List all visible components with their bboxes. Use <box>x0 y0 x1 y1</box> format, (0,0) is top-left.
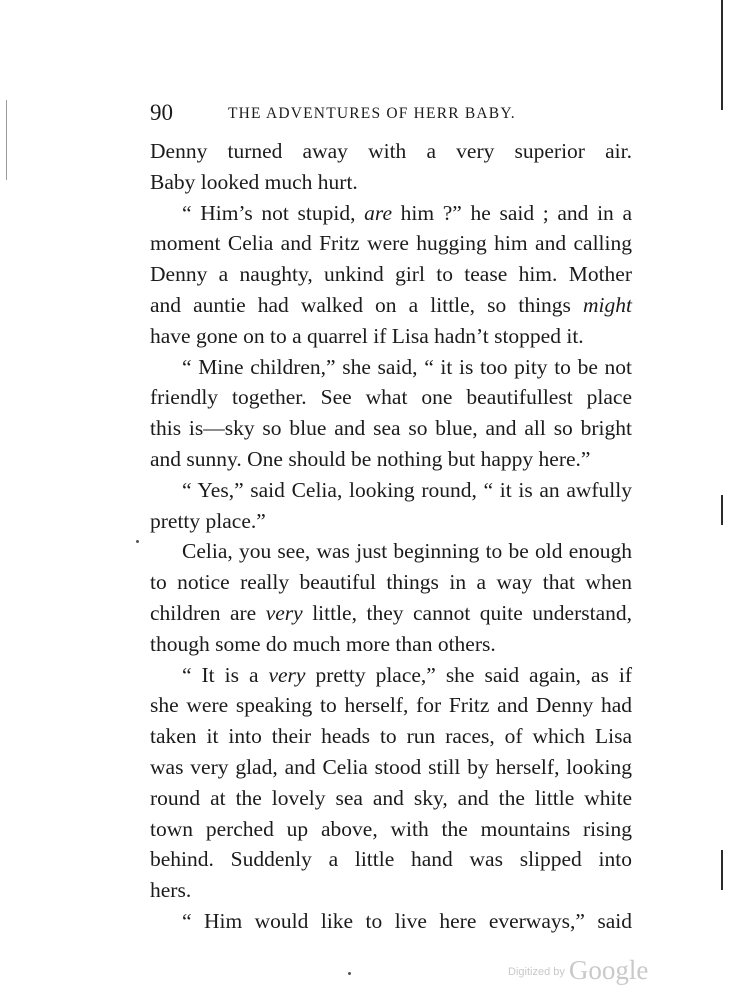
scan-speck-mid <box>136 540 139 543</box>
running-head: THE ADVENTURES OF HERR BABY. <box>228 105 516 122</box>
text-line-19: she were speaking to herself, for Fritz and Denny had <box>150 693 632 718</box>
text-line-23: town perched up above, with the mountains rising <box>150 816 632 841</box>
text-line-20: taken it into their heads to run races, of which Lisa <box>150 724 632 749</box>
text-line-18: “ It is a very pretty place,” she said again, as if <box>182 662 632 687</box>
digitized-by-google-watermark <box>508 955 658 985</box>
text-line-7: have gone on to a quarrel if Lisa hadn’t stopped it. <box>150 323 584 348</box>
text-line-21: was very glad, and Celia stood still by herself, looking <box>150 754 632 779</box>
emphasis-very-2: very <box>268 662 306 687</box>
text-line-3: “ Him’s not stupid, are him ?” he said ; and in a <box>182 200 632 225</box>
text-line-1: Denny turned away with a very superior air. <box>150 139 632 163</box>
text-line-22: round at the lovely sea and sky, and the little white <box>150 785 632 810</box>
text-line-13: pretty place.” <box>150 508 266 533</box>
text-line-16: children are very little, they cannot quite understand, <box>150 600 632 625</box>
text-line-2: Baby looked much hurt. <box>150 169 358 194</box>
text-line-5: Denny a naughty, unkind girl to tease him. Mother <box>150 262 632 287</box>
emphasis-very-1: very <box>265 600 303 625</box>
page-number: 90 <box>150 100 173 125</box>
google-logo-text: Google <box>568 955 649 985</box>
right-edge-mark-low <box>721 850 723 890</box>
text-line-9: friendly together. See what one beautifullest place <box>150 385 632 410</box>
right-edge-mark-mid <box>721 495 723 525</box>
text-line-11: and sunny. One should be nothing but happy here.” <box>150 446 591 471</box>
left-edge-mark <box>6 100 7 180</box>
watermark-prefix: Digitized by <box>508 966 565 978</box>
emphasis-might: might <box>583 292 632 317</box>
emphasis-are: are <box>364 200 393 225</box>
text-line-26: “ Him would like to live here everways,” said <box>182 908 632 933</box>
text-line-10: this is—sky so blue and sea so blue, and all so bright <box>150 416 632 441</box>
text-line-8: “ Mine children,” she said, “ it is too pity to be not <box>182 354 632 379</box>
page-header <box>150 98 632 128</box>
right-edge-mark-top <box>721 0 723 110</box>
text-line-6: and auntie had walked on a little, so things might <box>150 292 632 317</box>
body-text <box>150 136 632 937</box>
scan-speck-bottom <box>348 972 351 975</box>
text-line-12: “ Yes,” said Celia, looking round, “ it is an awfully <box>182 477 632 502</box>
text-line-14: Celia, you see, was just beginning to be old enough <box>182 539 632 564</box>
text-line-24: behind. Suddenly a little hand was slipped into <box>150 847 632 872</box>
text-line-15: to notice really beautiful things in a way that when <box>150 570 632 595</box>
text-line-4: moment Celia and Fritz were hugging him and calling <box>150 231 632 256</box>
text-line-25: hers. <box>150 878 192 903</box>
text-line-17: though some do much more than others. <box>150 631 496 656</box>
